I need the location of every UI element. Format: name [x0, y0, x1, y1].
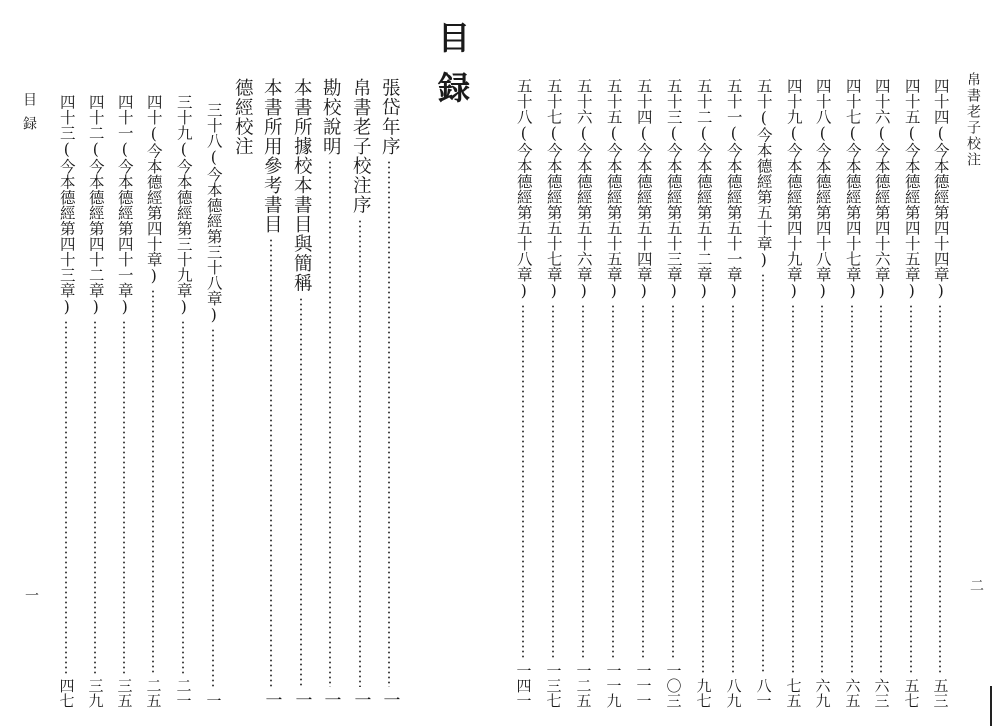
page-title-char-2: 録 [438, 69, 471, 107]
toc-label: 勘校說明 [320, 78, 342, 156]
dot-leader [582, 304, 584, 659]
toc-page-number: 四七 [57, 678, 76, 708]
toc-page-number: 一一一 [634, 663, 653, 708]
toc-page-number: 一 [291, 691, 312, 708]
left-folio: 一 [23, 588, 39, 602]
dot-leader [642, 304, 644, 659]
toc-page-number: 一 [350, 691, 371, 708]
toc-entry-r5[interactable] [781, 78, 805, 708]
toc-entry-l11[interactable] [54, 78, 78, 708]
dot-leader [359, 219, 361, 688]
toc-entry-r4[interactable] [810, 78, 834, 708]
toc-page-number: 二五 [144, 678, 163, 708]
toc-entry-r11[interactable] [601, 78, 625, 708]
toc-entry-r9[interactable] [661, 78, 685, 708]
dot-leader [388, 160, 390, 687]
toc-entry-r8[interactable] [691, 78, 715, 708]
toc-entry-r14[interactable] [511, 78, 535, 708]
toc-page-number: 三九 [86, 678, 105, 708]
dot-leader [792, 304, 794, 674]
toc-label: 四十二(今本德經第四十二章) [86, 94, 105, 316]
toc-label: 三十八(今本德經第三十八章) [204, 102, 223, 324]
toc-entry-l9[interactable] [112, 78, 136, 708]
toc-page-number: 六九 [813, 678, 832, 708]
toc-entry-l4[interactable] [258, 78, 284, 708]
dot-leader [152, 289, 154, 674]
toc-page-number: 一 [261, 691, 282, 708]
toc-label: 四十三(今本德經第四十三章) [57, 94, 76, 316]
toc-label: 四十五(今本德經第四十五章) [902, 78, 921, 300]
toc-page-number: 三五 [115, 678, 134, 708]
toc-entry-r10[interactable] [631, 78, 655, 708]
toc-label: 四十八(今本德經第四十八章) [813, 78, 832, 300]
edge-rule [990, 686, 992, 726]
toc-entry-l2[interactable] [317, 78, 343, 708]
dot-leader [522, 304, 524, 659]
toc-label: 四十一(今本德經第四十一章) [115, 94, 134, 316]
toc-label: 德經校注 [232, 78, 254, 156]
dot-leader [612, 304, 614, 659]
toc-entry-l3[interactable] [288, 78, 314, 708]
toc-entry-r12[interactable] [571, 78, 595, 708]
toc-entry-r6[interactable] [751, 78, 775, 708]
toc-label: 五十一(今本德經第五十一章) [724, 78, 743, 300]
toc-page-number: 一〇三 [664, 663, 683, 708]
dot-leader [212, 328, 214, 689]
toc-page-number: 六三 [872, 678, 891, 708]
toc-entry-l1[interactable] [347, 78, 373, 708]
toc-entry-r1[interactable] [899, 78, 923, 708]
toc-page-number: 一 [320, 691, 341, 708]
toc-page-number: 八一 [754, 678, 773, 708]
toc-page-number: 一 [379, 691, 400, 708]
dot-leader [702, 304, 704, 674]
toc-page-number: 一二五 [574, 663, 593, 708]
right-running-head: 帛書老子校注 [965, 72, 981, 168]
toc-label: 五十(今本德經第五十章) [754, 78, 773, 269]
dot-leader [182, 320, 184, 674]
toc-page-number: 八九 [724, 678, 743, 708]
toc-entry-l6[interactable] [201, 78, 225, 708]
toc-entry-r13[interactable] [541, 78, 565, 708]
dot-leader [672, 304, 674, 659]
left-running-head: 目録 [21, 92, 37, 140]
toc-label: 四十四(今本德經第四十四章) [931, 78, 950, 300]
toc-label: 四十(今本德經第四十章) [144, 94, 163, 285]
toc-label: 五十四(今本德經第五十四章) [634, 78, 653, 300]
dot-leader [821, 304, 823, 674]
dot-leader [762, 273, 764, 674]
dot-leader [851, 304, 853, 674]
toc-label: 四十七(今本德經第四十七章) [843, 78, 862, 300]
toc-entry-l7[interactable] [171, 78, 195, 708]
toc-entry-l8[interactable] [141, 78, 165, 708]
toc-label: 本書所用參考書目 [261, 78, 283, 234]
toc-label: 五十六(今本德經第五十六章) [574, 78, 593, 300]
dot-leader [270, 238, 272, 687]
toc-label: 本書所據校本書目與簡稱 [291, 78, 313, 293]
right-folio: 二 [968, 578, 984, 592]
toc-label: 張岱年序 [379, 78, 401, 156]
toc-page-number: 一四一 [514, 663, 533, 708]
dot-leader [910, 304, 912, 674]
toc-label: 四十九(今本德經第四十九章) [784, 78, 803, 300]
toc-page-number: 一三七 [544, 663, 563, 708]
toc-entry-l0[interactable] [376, 78, 402, 708]
toc-label: 五十五(今本德經第五十五章) [604, 78, 623, 300]
toc-label: 三十九(今本德經第三十九章) [174, 94, 193, 316]
toc-page-number: 九七 [694, 678, 713, 708]
dot-leader [300, 297, 302, 688]
page-title-char-1: 目 [438, 19, 471, 57]
toc-page-number: 一 [204, 693, 223, 708]
toc-page-number: 七五 [784, 678, 803, 708]
dot-leader [329, 160, 331, 687]
toc-page-number: 五三 [931, 678, 950, 708]
toc-label: 四十六(今本德經第四十六章) [872, 78, 891, 300]
toc-page-number: 一一九 [604, 663, 623, 708]
dot-leader [123, 320, 125, 674]
toc-page-number: 二一 [174, 678, 193, 708]
toc-page-number: 五七 [902, 678, 921, 708]
dot-leader [65, 320, 67, 674]
toc-section-heading[interactable] [229, 78, 255, 708]
dot-leader [939, 304, 941, 674]
toc-label: 五十七(今本德經第五十七章) [544, 78, 563, 300]
dot-leader [880, 304, 882, 674]
dot-leader [552, 304, 554, 659]
toc-page-number: 六五 [843, 678, 862, 708]
toc-label: 五十三(今本德經第五十三章) [664, 78, 683, 300]
toc-entry-r7[interactable] [721, 78, 745, 708]
dot-leader [94, 320, 96, 674]
toc-label: 五十八(今本德經第五十八章) [514, 78, 533, 300]
toc-entry-r0[interactable] [928, 78, 952, 708]
toc-label: 五十二(今本德經第五十二章) [694, 78, 713, 300]
dot-leader [732, 304, 734, 674]
toc-label: 帛書老子校注序 [350, 78, 372, 215]
toc-entry-l10[interactable] [83, 78, 107, 708]
toc-entry-r3[interactable] [840, 78, 864, 708]
toc-entry-r2[interactable] [869, 78, 893, 708]
